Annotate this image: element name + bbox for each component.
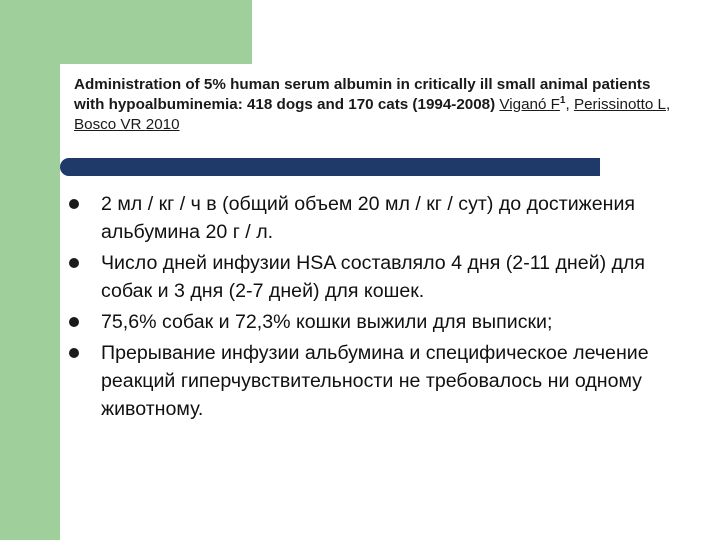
author-link[interactable]: Perissinotto L [573, 96, 666, 113]
decorative-green-band-left [0, 0, 60, 540]
bullet-text: Прерывание инфузии альбумина и специфическое лечение реакций гиперчувствительности не требовалось ни одному животному. [101, 342, 649, 420]
list-item [66, 308, 666, 336]
bullet-icon [69, 348, 79, 358]
author-separator: , [665, 96, 671, 113]
bullet-text: 2 мл / кг / ч в (общий объем 20 мл / кг / сут) до достижения альбумина 20 г / л. [101, 193, 636, 243]
author-link[interactable]: Viganó F [499, 96, 560, 113]
title-text: Administration of 5% human serum albumin in critically ill small animal patients with hypoalbuminemia: 418 dogs and 170 cats (1994-2008) [74, 76, 651, 113]
list-item [66, 190, 666, 246]
author-superscript: 1 [559, 94, 566, 106]
bullet-icon [69, 199, 79, 209]
bullet-icon [69, 317, 79, 327]
list-item [66, 249, 666, 305]
author-separator: , [565, 96, 574, 113]
decorative-green-block-top [60, 0, 252, 64]
title-divider-bar [60, 158, 600, 176]
author-link[interactable]: Bosco VR [74, 116, 142, 133]
list-item [66, 339, 666, 423]
publication-year[interactable]: 2010 [145, 116, 180, 133]
bullet-text: Число дней инфузии HSA составляло 4 дня (2-11 дней) для собак и 3 дня (2-7 дней) для кошек. [101, 252, 646, 302]
bullet-text: 75,6% собак и 72,3% кошки выжили для выписки; [101, 311, 553, 333]
bullet-icon [69, 258, 79, 268]
slide-title [74, 75, 684, 135]
bullet-list [66, 190, 666, 426]
